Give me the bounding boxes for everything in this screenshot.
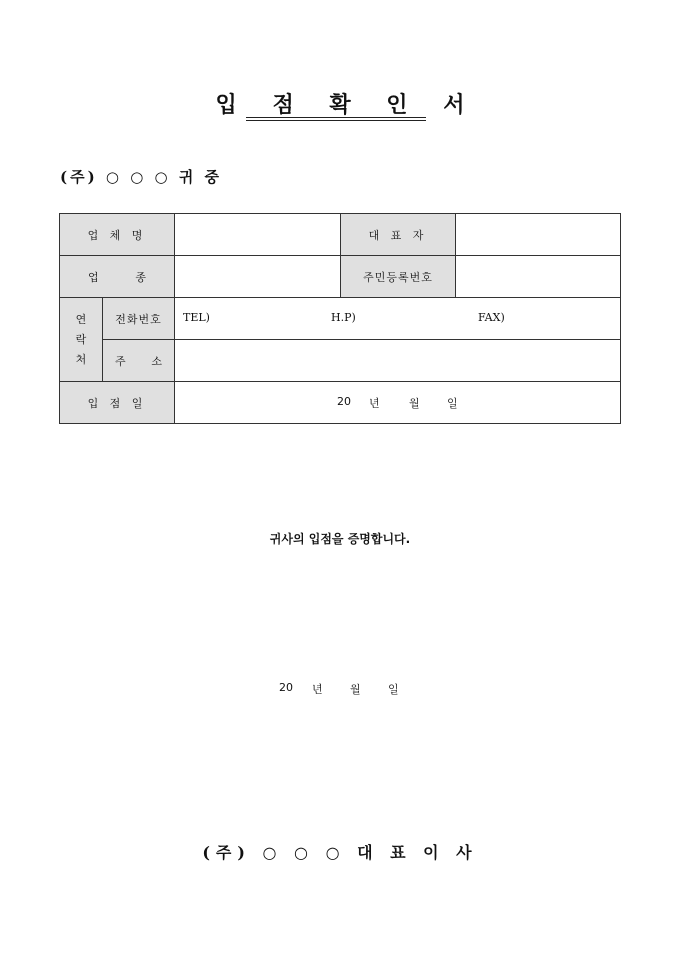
address-label bbox=[103, 340, 175, 382]
address-label-b: 소 bbox=[151, 354, 162, 368]
address-label-a: 주 bbox=[115, 354, 126, 368]
entry-date-month-unit: 월 bbox=[409, 397, 420, 410]
mobile-label: H.P) bbox=[331, 311, 356, 324]
tel-label: TEL) bbox=[183, 311, 210, 324]
business-type-field[interactable] bbox=[175, 256, 341, 298]
document-title: 입 점 확 인 서 bbox=[215, 92, 479, 118]
issue-date-month-unit: 월 bbox=[350, 683, 361, 696]
fax-label: FAX) bbox=[478, 311, 505, 324]
title-underline-bottom bbox=[246, 120, 426, 121]
issue-date-year: 20 bbox=[279, 681, 293, 694]
contact-label-1: 연 bbox=[75, 312, 87, 326]
entry-date-field[interactable] bbox=[175, 382, 621, 424]
row-company bbox=[60, 214, 621, 256]
entry-form-table bbox=[59, 213, 621, 424]
statement-text: 귀사의 입점을 증명합니다. bbox=[269, 532, 411, 546]
resident-number-field[interactable] bbox=[456, 256, 621, 298]
business-type-label bbox=[60, 256, 175, 298]
row-entry-date bbox=[60, 382, 621, 424]
entry-date-day-unit: 일 bbox=[447, 397, 458, 410]
business-type-label-b: 종 bbox=[135, 270, 146, 284]
row-business bbox=[60, 256, 621, 298]
representative-label: 대 표 자 bbox=[341, 214, 456, 256]
contact-label bbox=[60, 298, 103, 382]
representative-field[interactable] bbox=[456, 214, 621, 256]
phone-label: 전화번호 bbox=[103, 298, 175, 340]
entry-date-label: 입 점 일 bbox=[60, 382, 175, 424]
phone-field[interactable] bbox=[175, 298, 621, 340]
contact-label-3: 처 bbox=[75, 352, 87, 366]
entry-date-year-unit: 년 bbox=[369, 397, 380, 410]
company-name-field[interactable] bbox=[175, 214, 341, 256]
address-field[interactable] bbox=[175, 340, 621, 382]
company-name-label: 업 체 명 bbox=[60, 214, 175, 256]
resident-number-label: 주민등록번호 bbox=[341, 256, 456, 298]
issue-date bbox=[0, 668, 680, 696]
entry-date-year: 20 bbox=[337, 395, 351, 408]
issue-date-day-unit: 일 bbox=[388, 683, 399, 696]
signature-line: (주) ○ ○ ○ 대 표 이 사 bbox=[202, 843, 478, 862]
business-type-label-a: 업 bbox=[88, 270, 99, 284]
recipient-line: (주) ○ ○ ○ 귀 중 bbox=[60, 168, 223, 186]
row-phone bbox=[60, 298, 621, 340]
issue-date-year-unit: 년 bbox=[312, 683, 323, 696]
title-underline-top bbox=[246, 117, 426, 118]
contact-label-2: 락 bbox=[75, 332, 87, 346]
row-address bbox=[60, 340, 621, 382]
